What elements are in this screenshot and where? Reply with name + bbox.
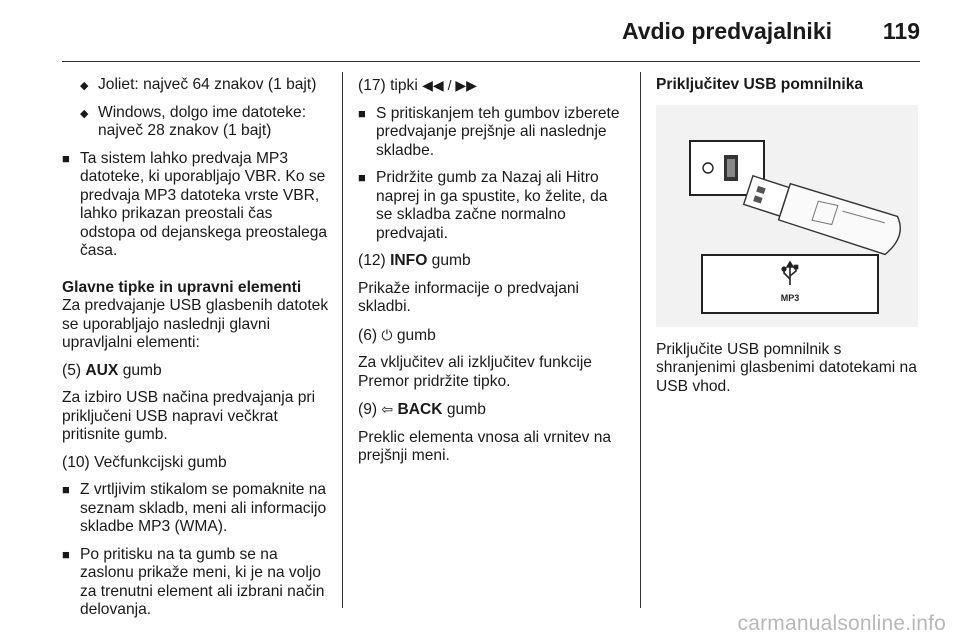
square-bullet-icon: ■ <box>62 546 70 562</box>
key-label-seek <box>358 76 626 96</box>
bullet-text: Pridržite gumb za Nazaj ali Hitro naprej in ga spustite, ko želite, da se skladba začne normalno predvajati. <box>376 169 608 242</box>
bullet-multi-1 <box>62 481 330 537</box>
bullet-vbr <box>62 150 330 261</box>
column-divider <box>640 72 641 608</box>
diamond-bullet-icon: ◆ <box>80 107 89 120</box>
bullet-text: Joliet: največ 64 znakov (1 bajt) <box>98 76 317 93</box>
bullet-multi-2 <box>62 546 330 620</box>
page-number: 119 <box>882 18 920 44</box>
square-bullet-icon: ■ <box>62 482 70 497</box>
usb-figure-svg <box>656 105 918 327</box>
column-divider <box>342 72 343 608</box>
paragraph: Za vključitev ali izključitev funkcije Premor pridržite tipko. <box>358 354 592 390</box>
bullet-text: Windows, dolgo ime datoteke: največ 28 znakov (1 bajt) <box>98 103 307 139</box>
key-suffix: gumb <box>446 401 486 418</box>
paragraph: Preklic elementa vnosa ali vrnitev na prejšnji meni. <box>358 428 612 464</box>
paragraph: Priključite USB pomnilnik s shranjenimi glasbenimi datotekami na USB vhod. <box>656 340 917 395</box>
key-number: (6) <box>358 326 378 344</box>
paragraph: Za predvajanje USB glasbenih datotek se uporabljajo naslednji glavni upravljalni elementi: <box>62 297 329 351</box>
back-arrow-icon: ⇦ <box>381 401 394 417</box>
seek-icon: ◀◀ / ▶▶ <box>422 77 477 93</box>
bullet-seek-1 <box>358 105 626 161</box>
diamond-bullet-icon: ◆ <box>80 80 89 92</box>
sub-bullet-joliet <box>80 76 330 95</box>
usb-illustration <box>656 105 918 327</box>
key-number: (5) <box>62 361 82 379</box>
key-name: AUX <box>85 361 119 379</box>
key-label-multifunction: (10) Večfunkcijski gumb <box>62 453 227 471</box>
key-name: INFO <box>390 252 428 269</box>
bullet-text: S pritiskanjem teh gumbov izberete predvajanje prejšnje ali naslednje skladbe. <box>376 104 620 159</box>
figure-label: MP3 <box>780 292 800 303</box>
mute-icon: ⏻ <box>381 326 393 343</box>
page-header <box>0 0 960 62</box>
key-name: BACK <box>397 401 443 418</box>
bullet-text: Ta sistem lahko predvaja MP3 datoteke, ki uporabljajo VBR. Ko se predvaja MP3 datoteka vrste VBR, lahko prikazan preostali čas odstopa od dejanskega preostalega časa. <box>80 149 328 259</box>
key-number: (9) <box>358 401 378 418</box>
subheading: Glavne tipke in upravni elementi <box>62 278 302 296</box>
subheading: Priključitev USB pomnilnika <box>656 76 864 93</box>
section-title: Avdio predvajalniki <box>621 18 832 44</box>
bullet-text: Z vrtljivim stikalom se pomaknite na seznam skladb, meni ali informacijo skladbe MP3 (WMA). <box>80 481 327 535</box>
square-bullet-icon: ■ <box>62 150 70 166</box>
key-label-info <box>358 252 626 271</box>
column-2 <box>358 76 626 475</box>
column-3 <box>656 76 918 405</box>
column-1 <box>62 76 330 629</box>
key-label-back <box>358 400 626 420</box>
bullet-text: Po pritisku na ta gumb se na zaslonu prikaže meni, ki je na voljo za trenutni element ali izbrani način delovanja. <box>80 545 325 618</box>
key-label-mute <box>358 326 626 346</box>
square-bullet-icon: ■ <box>358 170 366 185</box>
paragraph: Prikaže informacije o predvajani skladbi. <box>358 279 580 315</box>
key-label-aux <box>62 362 330 381</box>
header-rule <box>62 61 920 62</box>
paragraph: Za izbiro USB načina predvajanja pri priključeni USB napravi večkrat pritisnite gumb. <box>62 389 316 443</box>
key-suffix: gumb <box>396 326 436 344</box>
key-suffix: gumb <box>431 252 471 269</box>
square-bullet-icon: ■ <box>358 105 366 121</box>
key-suffix: gumb <box>122 361 162 379</box>
sub-bullet-windows <box>80 104 330 141</box>
watermark: carmanualsonline.info <box>737 612 946 635</box>
key-number: (12) <box>358 252 386 269</box>
key-number: (17) tipki <box>358 77 418 94</box>
bullet-seek-2 <box>358 169 626 243</box>
